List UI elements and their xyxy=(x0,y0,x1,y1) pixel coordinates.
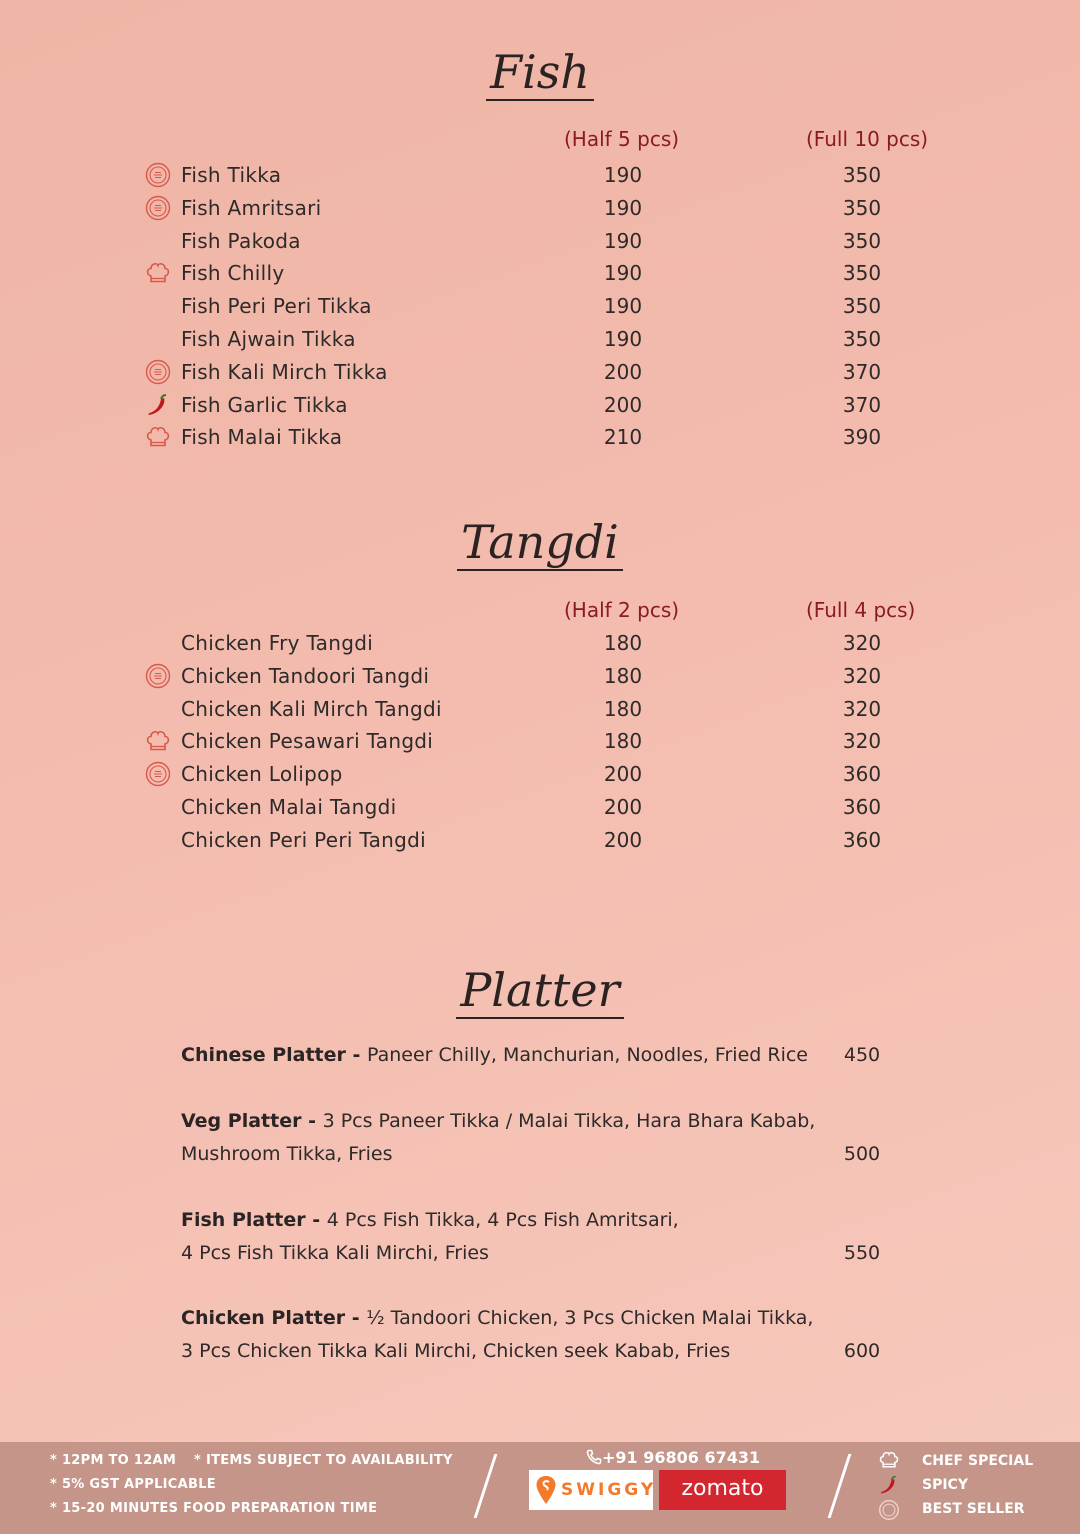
availability-note: * ITEMS SUBJECT TO AVAILABILITY xyxy=(194,1453,453,1468)
menu-item-row xyxy=(0,323,1080,356)
half-price: 180 xyxy=(603,729,643,754)
menu-item-name: Chicken Pesawari Tangdi xyxy=(181,729,434,754)
menu-item-row xyxy=(0,627,1080,660)
full-price: 360 xyxy=(842,827,882,852)
phone-number[interactable]: +91 96806 67431 xyxy=(586,1448,760,1467)
platter-item xyxy=(181,1105,901,1171)
half-price: 200 xyxy=(603,762,643,787)
legend-chef-special: CHEF SPECIAL xyxy=(922,1453,1034,1469)
timing-note: * 12PM TO 12AM xyxy=(50,1453,177,1468)
half-price: 190 xyxy=(603,228,643,253)
half-price: 190 xyxy=(603,327,643,351)
menu-item-row xyxy=(0,225,1080,258)
half-price: 200 xyxy=(603,359,643,384)
menu-item-name: Fish Ajwain Tikka xyxy=(181,327,356,351)
fish-full-header: (Full 10 pcs) xyxy=(806,127,929,151)
menu-item-name: Fish Kali Mirch Tikka xyxy=(181,359,388,384)
tangdi-section-title: Tangdi xyxy=(0,514,1080,570)
half-price: 200 xyxy=(603,827,643,852)
best-seller-badge-icon xyxy=(145,761,171,787)
tangdi-full-header: (Full 4 pcs) xyxy=(806,598,916,622)
platter-description: 3 Pcs Paneer Tikka / Malai Tikka, Hara Bhara Kabab, xyxy=(322,1110,816,1132)
full-price: 370 xyxy=(842,359,882,384)
full-price: 390 xyxy=(842,425,882,450)
divider xyxy=(828,1454,852,1518)
full-price: 320 xyxy=(842,729,882,754)
chef-hat-icon xyxy=(878,1449,900,1471)
menu-item-row xyxy=(0,421,1080,454)
platter-name: Chinese Platter - xyxy=(181,1044,368,1066)
best-seller-badge-icon xyxy=(145,359,171,385)
menu-item-row xyxy=(0,660,1080,693)
menu-item-row xyxy=(0,159,1080,192)
platter-description: 3 Pcs Chicken Tikka Kali Mirchi, Chicken seek Kabab, Fries xyxy=(181,1340,731,1362)
half-price: 180 xyxy=(603,696,643,721)
menu-item-name: Chicken Fry Tangdi xyxy=(181,631,374,655)
menu-item-name: Chicken Tandoori Tangdi xyxy=(181,663,430,688)
half-price: 190 xyxy=(603,294,643,319)
platter-price: 450 xyxy=(843,1044,881,1066)
menu-item-name: Fish Tikka xyxy=(181,163,282,187)
full-price: 350 xyxy=(842,261,882,286)
full-price: 350 xyxy=(842,163,882,187)
best-seller-badge-icon xyxy=(878,1499,900,1521)
menu-item-name: Chicken Peri Peri Tangdi xyxy=(181,827,426,852)
full-price: 320 xyxy=(842,663,882,688)
best-seller-badge-icon xyxy=(145,162,171,188)
menu-item-name: Fish Pakoda xyxy=(181,228,301,253)
divider xyxy=(474,1454,498,1518)
chef-hat-icon xyxy=(145,424,171,450)
full-price: 320 xyxy=(842,631,882,655)
full-price: 350 xyxy=(842,294,882,319)
full-price: 350 xyxy=(842,327,882,351)
tangdi-half-header: (Half 2 pcs) xyxy=(564,598,680,622)
menu-item-name: Fish Amritsari xyxy=(181,195,322,220)
half-price: 200 xyxy=(603,795,643,819)
menu-item-row xyxy=(0,356,1080,389)
platter-description: Mushroom Tikka, Fries xyxy=(181,1143,393,1165)
best-seller-badge-icon xyxy=(145,195,171,221)
platter-item xyxy=(181,1302,901,1368)
menu-item-name: Chicken Kali Mirch Tangdi xyxy=(181,696,442,721)
gst-note: * 5% GST APPLICABLE xyxy=(50,1477,216,1492)
zomato-wordmark: zomato xyxy=(681,1476,764,1501)
full-price: 350 xyxy=(842,228,882,253)
menu-item-row xyxy=(0,290,1080,323)
full-price: 350 xyxy=(842,195,882,220)
menu-item-row xyxy=(0,824,1080,857)
chili-pepper-icon xyxy=(145,392,171,418)
platter-item xyxy=(181,1204,901,1270)
legend-spicy: SPICY xyxy=(922,1477,968,1493)
menu-item-row xyxy=(0,725,1080,758)
platter-price: 600 xyxy=(843,1340,881,1362)
best-seller-badge-icon xyxy=(145,663,171,689)
menu-item-name: Fish Malai Tikka xyxy=(181,425,343,450)
platter-description: 4 Pcs Fish Tikka, 4 Pcs Fish Amritsari, xyxy=(326,1209,679,1231)
phone-icon xyxy=(586,1449,602,1465)
menu-item-row xyxy=(0,693,1080,726)
platter-name: Chicken Platter - xyxy=(181,1307,367,1329)
menu-item-name: Chicken Malai Tangdi xyxy=(181,795,397,819)
zomato-logo[interactable] xyxy=(659,1470,786,1510)
prep-time-note: * 15-20 MINUTES FOOD PREPARATION TIME xyxy=(50,1501,378,1516)
footer-bar xyxy=(0,1442,1080,1534)
swiggy-wordmark: SWIGGY xyxy=(561,1480,657,1500)
menu-item-name: Chicken Lolipop xyxy=(181,762,343,787)
menu-item-name: Fish Peri Peri Tikka xyxy=(181,294,372,319)
menu-item-name: Fish Garlic Tikka xyxy=(181,392,348,417)
menu-item-row xyxy=(0,389,1080,422)
platter-price: 500 xyxy=(843,1143,881,1165)
platter-description: Paneer Chilly, Manchurian, Noodles, Fried Rice xyxy=(367,1044,808,1066)
half-price: 180 xyxy=(603,663,643,688)
platter-name: Veg Platter - xyxy=(181,1110,323,1132)
chef-hat-icon xyxy=(145,728,171,754)
platter-description: ½ Tandoori Chicken, 3 Pcs Chicken Malai Tikka, xyxy=(366,1307,814,1329)
half-price: 190 xyxy=(603,195,643,220)
menu-item-row xyxy=(0,257,1080,290)
full-price: 360 xyxy=(842,795,882,819)
half-price: 200 xyxy=(603,392,643,417)
full-price: 370 xyxy=(842,392,882,417)
full-price: 320 xyxy=(842,696,882,721)
menu-item-row xyxy=(0,791,1080,824)
platter-description: 4 Pcs Fish Tikka Kali Mirchi, Fries xyxy=(181,1242,489,1264)
half-price: 190 xyxy=(603,163,643,187)
menu-item-row xyxy=(0,192,1080,225)
swiggy-logo[interactable] xyxy=(529,1470,657,1510)
chef-hat-icon xyxy=(145,260,171,286)
legend-best-seller: BEST SELLER xyxy=(922,1501,1025,1517)
swiggy-pin-icon xyxy=(535,1475,557,1505)
full-price: 360 xyxy=(842,762,882,787)
menu-item-name: Fish Chilly xyxy=(181,261,285,286)
half-price: 190 xyxy=(603,261,643,286)
platter-section-title: Platter xyxy=(0,962,1080,1018)
menu-item-row xyxy=(0,758,1080,791)
platter-price: 550 xyxy=(843,1242,881,1264)
half-price: 210 xyxy=(603,425,643,450)
platter-name: Fish Platter - xyxy=(181,1209,327,1231)
half-price: 180 xyxy=(603,631,643,655)
platter-item xyxy=(181,1039,901,1072)
chili-pepper-icon xyxy=(878,1474,900,1496)
fish-section-title: Fish xyxy=(0,44,1080,100)
fish-half-header: (Half 5 pcs) xyxy=(564,127,680,151)
